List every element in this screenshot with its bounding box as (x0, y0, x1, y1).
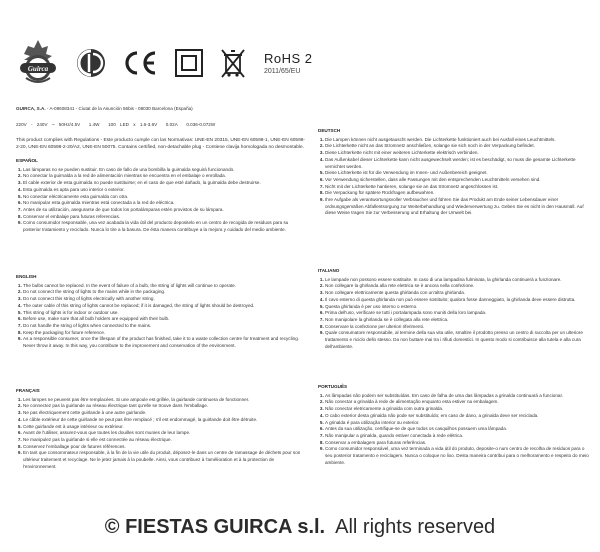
double-insulation-icon (174, 48, 204, 78)
spec-led-power: 0.036-0.072W (186, 122, 216, 127)
list-item: 1. Die Lampen können nicht ausgetauscht werden. Die Lichterkette funktioniert auch bei Ausfall eines Leuchtmittels. (325, 137, 590, 144)
rohs-subtitle: 2011/65/EU (264, 68, 301, 75)
section-portugues (318, 384, 590, 466)
electrical-specs (16, 122, 215, 127)
section-title: PORTUGUÊS (318, 384, 348, 389)
company-details: - A-08608341 - Ciutat de la Asunción 56bis - 08030 Barcelona (España) (46, 106, 193, 111)
list-item: 4. Le câble extérieur de cette guirlande ne peut pas être remplacé ; s'il est endommagé, la guirlande doit être détruite. (23, 417, 306, 424)
list-item: 9. Ihre Aufgabe als verantwortungsvoller Verbraucher und führen Sie das Produkt am Ende seiner Lebensdauer einer ordnungsgemäßen Abfallentsorgung zur Weiterbehandlung und Wiederverwertung zu. Geben Sie es nicht in den Hausmüll. Auf diese Weise tragen Sie zur Verbesserung und Erhaltung der Umwelt bei. (325, 197, 590, 217)
list-item: 9. Como consumidor responsável, uma vez terminada a vida útil do produto, deposite-o num centro de recolha de resíduos para o seu posterior tratamento e reciclagem. Nunca o coloque no lixo. Desta maneira contribui para o melhoramento e respeito do meio ambiente. (325, 446, 590, 466)
copyright-brand: © FIESTAS GUIRCA s.l. (104, 516, 326, 538)
section-title: ENGLISH (16, 274, 37, 279)
list-item: 7. Antes de su utilización, asegurarse de que todos los portalámparas estén provistos de su lámpara. (23, 207, 306, 214)
instruction-list (318, 393, 590, 467)
list-item: 2. Non collegare la ghirlanda alla rete elettrica se è ancora nella confezione. (325, 283, 590, 290)
section-english (16, 274, 306, 350)
list-item: 3. Não conectar eletricamente a grinalda com outra grinalda. (325, 406, 590, 413)
regulations-intro: This product complies with Regulations - Este producto cumple con las Normativas: UNE-EN 20315, UNE-EN 60598-1, UNE-EN 60598-2-20, UNE-EN 60598-2-20/A2, UNE-EN 50075. Contains certified, non-detachable plug - Contiene clavija homologada no desmontable. (16, 138, 306, 150)
company-line (16, 106, 193, 111)
list-item: 5. A grinalda é para utilização interior ou exterior. (325, 420, 590, 427)
list-item: 1. As lâmpadas não podem ser substituídas. Em caso de falha de uma das lâmpadas a grinalda continuará a funcionar. (325, 393, 590, 400)
list-item: 8. Keep the packaging for future reference. (23, 330, 306, 337)
list-item: 9. Como consumidor responsable, una vez acabada la vida útil del producto depositelo en un centro de recogida de residuos para su posterior tratamiento y reciclado. Nunca lo tire a la basura. De ésta manera contribuye a la mejora y cuidado del medio ambiente. (23, 220, 306, 233)
section-title: FRANÇAIS (16, 388, 40, 393)
list-item: 5. Cette guirlande est à usage intérieur ou extérieur. (23, 424, 306, 431)
instruction-list (318, 137, 590, 217)
list-item: 2. Do not connect the string of lights to the mains while in the packaging. (23, 289, 306, 296)
list-item: 8. Die Verpackung für spätere Rückfragen aufbewahren. (325, 190, 590, 197)
spec-power: 1.4W (88, 122, 100, 127)
list-item: 7. Do not handle the string of lights when connected to the mains. (23, 323, 306, 330)
list-item: 1. Las lámparas no se pueden sustituir. En caso de fallo de una bombilla la guirnalda seguirá funcionando. (23, 167, 306, 174)
instruction-list (318, 277, 590, 351)
spec-current: 0.02A (165, 122, 178, 127)
section-italiano (318, 268, 590, 350)
list-item: 2. Die Lichterkette nicht an das Stromnetz anschließen, solange sie sich noch in der Verpackung befindet. (325, 143, 590, 150)
list-item: 3. Non collegare elettricamente questa ghirlanda con un'altra ghirlanda. (325, 290, 590, 297)
spec-voltage: 220V - 240V ~ 50Hz/4.5V (16, 122, 81, 127)
list-item: 6. Prima dell'uso, verificare se tutti i portalampada sono muniti della loro lampada. (325, 310, 590, 317)
rohs-label (264, 51, 313, 75)
list-item: 7. Não manipular a grinalda, quando estiver conectada à rede elétrica. (325, 433, 590, 440)
svg-text:Guirca: Guirca (27, 65, 49, 73)
rohs-title: RoHS 2 (264, 51, 313, 66)
section-francais (16, 388, 306, 470)
company-name: GUIRCA, S.A. (16, 106, 46, 111)
list-item: 3. El cable exterior de esta guirnalda no puede sustituirse; en el caso de que esté dañado, la guirnalda debe destruirse. (23, 180, 306, 187)
weee-crossed-bin-icon (220, 47, 246, 79)
list-item: 3. Do not connect this string of lights electrically with another string. (23, 296, 306, 303)
list-item: 3. Diese Lichterkette nicht mit einer weiteren Lichterkette elektrisch verbinden. (325, 150, 590, 157)
copyright-rights: All rights reserved (335, 516, 496, 538)
list-item: 8. Conservez l'emballage pour de futures références. (23, 444, 306, 451)
list-item: 4. Das Außenkabel dieser Lichterkette kann nicht ausgewechselt werden; ist es beschädigt, so muss die gesamte Lichterkette vernichtet werden. (325, 157, 590, 170)
list-item: 6. Antes da sua utilização, certifique-se de que todos os casquilhos possuem uma lâmpada. (325, 426, 590, 433)
copyright-footer (0, 516, 600, 539)
list-item: 2. Não conectar a grinalda à rede de alimentação enquanto esta estiver na embalagem. (325, 399, 590, 406)
section-title: DEUTSCH (318, 128, 341, 133)
list-item: 7. Nicht mit der Lichterkette hantieren, solange sie an das Stromnetz angeschlossen ist. (325, 184, 590, 191)
list-item: 4. O cabo exterior desta grinalda não pode ser substituído; em caso de dano, a grinalda deve ser reciclada. (325, 413, 590, 420)
ce-mark-icon (122, 50, 158, 76)
list-item: 9. En tant que consommateur responsable, à la fin de la vie utile du produit, déposez-le dans un centre de ramassage de déchets pour son ultérieur traitement et recyclage. Ne le jetez jamais à la poubelle. Ainsi, vous contribuez à l'amélioration et à la protection de l'environnement. (23, 450, 306, 470)
instruction-list (16, 167, 306, 234)
list-item: 8. Conservare la confezione per ulteriori riferimenti. (325, 324, 590, 331)
list-item: 3. Ne pas électriquement cette guirlande à une autre guirlande. (23, 410, 306, 417)
list-item: 6. Before use, make sure that all bulb holders are equipped with their bulb. (23, 316, 306, 323)
instruction-list (16, 397, 306, 471)
list-item: 1. Les lampes ne peuvent pas être remplacées. Si une ampoule est grillée, la guirlande continuera de fonctionner. (23, 397, 306, 404)
guirca-logo (16, 38, 60, 88)
section-espanol (16, 158, 306, 234)
list-item: 8. Conservar a embalagem para futuras referências. (325, 440, 590, 447)
list-item: 6. No manipular esta guirnalda mientras está conectada a la red de eléctrica. (23, 200, 306, 207)
list-item: 1. The bulbs cannot be replaced. In the event of failure of a bulb, the string of lights will continue to operate. (23, 283, 306, 290)
certification-icons (16, 36, 313, 90)
section-deutsch (318, 128, 590, 217)
list-item: 5. Diese Lichterkette ist für die Verwendung im Innen- und Außenbereich geeignet. (325, 170, 590, 177)
list-item: 7. Ne manipulez pas la guirlande si elle est connectée au réseau électrique. (23, 437, 306, 444)
section-title: ESPAÑOL (16, 158, 38, 163)
list-item: 5. This string of lights is for indoor or outdoor use. (23, 310, 306, 317)
section-title: ITALIANO (318, 268, 340, 273)
list-item: 9. Quale consumatore responsabile, al termine della sua vita utile, smaltire il prodotto presso un centro di raccolta per un ulteriore trattamento e riciclo dello stesso. Da non buttare mai tra i rifiuti domestici. In questo modo si contribuisce alla tutela e alla cura dell'ambiente. (325, 330, 590, 350)
list-item: 7. Non manipolare la ghirlanda se è collegata alla rete elettrica. (325, 317, 590, 324)
instruction-list (16, 283, 306, 350)
list-item: 4. Il cavo esterno di questa ghirlanda non può essere sostituito; qualora fosse danneggiato, la ghirlanda deve essere distrutta. (325, 297, 590, 304)
list-item: 2. Ne connectez pas la guirlande au réseau électrique tant qu'elle se trouve dans l'emballage. (23, 403, 306, 410)
list-item: 4. The outer cable of this string of lights cannot be replaced; if it is damaged, the string of lights should be destroyed. (23, 303, 306, 310)
list-item: 1. Le lampade non possono essere sostituite. In caso di una lampadina fulminata, la ghirlanda continuerà a funzionare. (325, 277, 590, 284)
green-dot-recycling-icon (76, 48, 106, 78)
list-item: 8. Conservar el embalaje para futuras referencias. (23, 214, 306, 221)
list-item: 5. No conectar eléctricamente esta guirnalda con otra. (23, 194, 306, 201)
list-item: 6. Avant de l'utiliser, assurez-vous que toutes les douilles sont munies de leur lampe. (23, 430, 306, 437)
list-item: 5. Questa ghirlanda è per uso interno o esterno. (325, 304, 590, 311)
list-item: 9. As a responsible consumer, once the lifespan of the product has finished, take it to a waste collection centre for treatment and recycling. Never throw it away. In this way, you contribute to the improvement and conservation of the environment. (23, 336, 306, 349)
list-item: 2. No conectar la guirnalda a la red de alimentación mientras se encuentra en el embalaje o enrollada. (23, 173, 306, 180)
list-item: 4. Esta guirnalda es apta para uso interior o exterior. (23, 187, 306, 194)
list-item: 6. Vor Verwendung sicherstellen, dass alle Fassungen mit den entsprechenden Leuchtmitteln versehen sind. (325, 177, 590, 184)
spec-led-count: 100 LED x 1.6-3.6V (108, 122, 158, 127)
